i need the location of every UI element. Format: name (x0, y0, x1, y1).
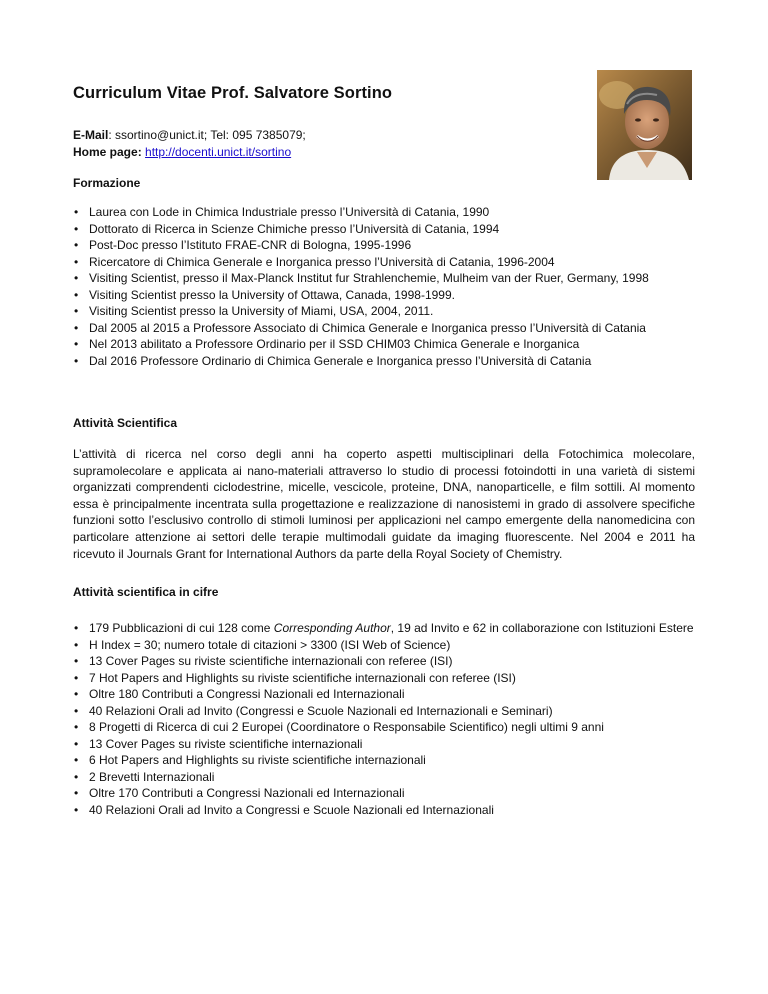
bullet-icon: • (74, 753, 79, 767)
list-item-text: 7 Hot Papers and Highlights su riviste scientifiche internazionali con referee (ISI) (89, 670, 516, 685)
bullet-icon: • (74, 271, 79, 285)
list-item (73, 802, 695, 819)
bullet-icon: • (74, 304, 79, 318)
bullet-icon: • (74, 670, 79, 685)
list-item (73, 703, 695, 720)
list-item (73, 237, 695, 254)
list-item-text: Post-Doc presso l’Istituto FRAE-CNR di Bologna, 1995-1996 (89, 238, 412, 252)
bullet-icon: • (74, 353, 79, 368)
list-item-text: 8 Progetti di Ricerca di cui 2 Europei (Coordinatore o Responsabile Scientifico) negli ultimi 9 anni (89, 720, 604, 734)
list-item-text: 13 Cover Pages su riviste scientifiche internazionali (89, 736, 363, 751)
list-item (73, 270, 695, 287)
section-heading-cifre: Attività scientifica in cifre (73, 585, 219, 599)
list-item-text: Dal 2005 al 2015 a Professore Associato di Chimica Generale e Inorganica presso l’Università di Catania (89, 320, 646, 335)
bullet-icon: • (74, 238, 79, 252)
list-item-text: Dal 2016 Professore Ordinario di Chimica Generale e Inorganica presso l’Università di Catania (89, 353, 592, 368)
list-item-text: 13 Cover Pages su riviste scientifiche internazionali con referee (ISI) (89, 654, 453, 668)
list-item-text-post: , 19 ad Invito e 62 in collaborazione con Istituzioni Estere (390, 621, 694, 635)
list-item-text: Visiting Scientist, presso il Max-Planck Institut fur Strahlenchemie, Mulheim van der Ruer, Germany, 1998 (89, 271, 649, 285)
homepage-link[interactable]: http://docenti.unict.it/sortino (145, 145, 292, 159)
bullet-icon: • (74, 786, 79, 800)
list-item-text-pre: 179 Pubblicazioni di cui 128 come (89, 621, 274, 635)
list-item (73, 320, 695, 337)
list-item-text: Visiting Scientist presso la University of Ottawa, Canada, 1998-1999. (89, 287, 455, 302)
list-item-text: Ricercatore di Chimica Generale e Inorganica presso l’Università di Catania, 1996-2004 (89, 254, 555, 269)
list-item (73, 353, 695, 370)
list-item-text: H Index = 30; numero totale di citazioni > 3300 (ISI Web of Science) (89, 637, 451, 652)
bullet-icon: • (74, 320, 79, 335)
homepage-separator: : (137, 145, 146, 159)
list-item-text: Visiting Scientist presso la University of Miami, USA, 2004, 2011. (89, 304, 434, 318)
list-item (73, 204, 695, 221)
list-item (73, 736, 695, 753)
bullet-icon: • (74, 802, 79, 817)
list-item-text: Nel 2013 abilitato a Professore Ordinario per il SSD CHIM03 Chimica Generale e Inorganica (89, 337, 580, 351)
email-line (73, 127, 306, 144)
formazione-list (73, 204, 695, 369)
bullet-icon: • (74, 254, 79, 269)
list-item-text: 40 Relazioni Orali ad Invito (Congressi e Scuole Nazionali ed Internazionali e Seminari) (89, 703, 553, 718)
list-item (73, 769, 695, 786)
bullet-icon: • (74, 769, 79, 784)
bullet-icon: • (74, 221, 79, 236)
list-item-text: Laurea con Lode in Chimica Industriale presso l’Università di Catania, 1990 (89, 205, 490, 219)
list-item (73, 221, 695, 238)
homepage-line (73, 144, 306, 161)
list-item-text: 6 Hot Papers and Highlights su riviste scientifiche internazionali (89, 753, 426, 767)
bullet-icon: • (74, 637, 79, 652)
list-item (73, 336, 695, 353)
list-item (73, 637, 695, 654)
list-item-text: Oltre 180 Contributi a Congressi Nazionali ed Internazionali (89, 687, 405, 701)
cifre-list (73, 620, 695, 818)
list-item (73, 653, 695, 670)
contact-block (73, 127, 306, 161)
email-label: E-Mail (73, 128, 109, 142)
list-item-text: 2 Brevetti Internazionali (89, 769, 215, 784)
list-item (73, 254, 695, 271)
email-value: : ssortino@unict.it; Tel: 095 7385079; (108, 128, 306, 142)
page-title: Curriculum Vitae Prof. Salvatore Sortino (73, 84, 393, 102)
list-item (73, 620, 695, 637)
bullet-icon: • (74, 205, 79, 219)
bullet-icon: • (74, 703, 79, 718)
list-item (73, 287, 695, 304)
section-heading-formazione: Formazione (73, 176, 141, 190)
list-item-text: Dottorato di Ricerca in Scienze Chimiche presso l’Università di Catania, 1994 (89, 221, 500, 236)
portrait-photo (597, 70, 692, 180)
bullet-icon: • (74, 687, 79, 701)
bullet-icon: • (74, 287, 79, 302)
list-item (73, 785, 695, 802)
portrait-icon (597, 70, 692, 180)
bullet-icon: • (74, 736, 79, 751)
list-item (73, 719, 695, 736)
attivita-paragraph: L’attività di ricerca nel corso degli anni ha coperto aspetti multisciplinari della Fotochimica molecolare, supramolecolare e applicata ai nano-materiali attraverso lo studio di processi fotoindotti in una varietà di sistemi organizzati comprendenti ciclodestrine, micelle, vescicole, proteine, DNA, nanoparticelle, e film sottili. Al momento essa è principalmente incentrata sulla progettazione e realizzazione di nanosistemi in grado di assolvere specifiche funzioni sotto l’esclusivo controllo di stimoli luminosi per applicazioni nel campo emergente della nanomedicina con particolare attenzione ai settori delle terapie multimodali guidate da imaging fluorescente. Nel 2004 e 2011 ha ricevuto il Journals Grant for International Authors da parte della Royal Society of Chemistry. (73, 447, 695, 561)
bullet-icon: • (74, 621, 79, 635)
homepage-label: Home page (73, 145, 138, 159)
bullet-icon: • (74, 337, 79, 351)
list-item-text-em: Corresponding Author (273, 621, 391, 635)
section-heading-attivita: Attività Scientifica (73, 416, 178, 430)
list-item (73, 303, 695, 320)
list-item (73, 670, 695, 687)
bullet-icon: • (74, 654, 79, 668)
list-item (73, 752, 695, 769)
list-item-text: 40 Relazioni Orali ad Invito a Congressi e Scuole Nazionali ed Internazionali (89, 802, 494, 817)
bullet-icon: • (74, 720, 79, 734)
list-item (73, 686, 695, 703)
list-item-text: Oltre 170 Contributi a Congressi Nazionali ed Internazionali (89, 786, 405, 800)
